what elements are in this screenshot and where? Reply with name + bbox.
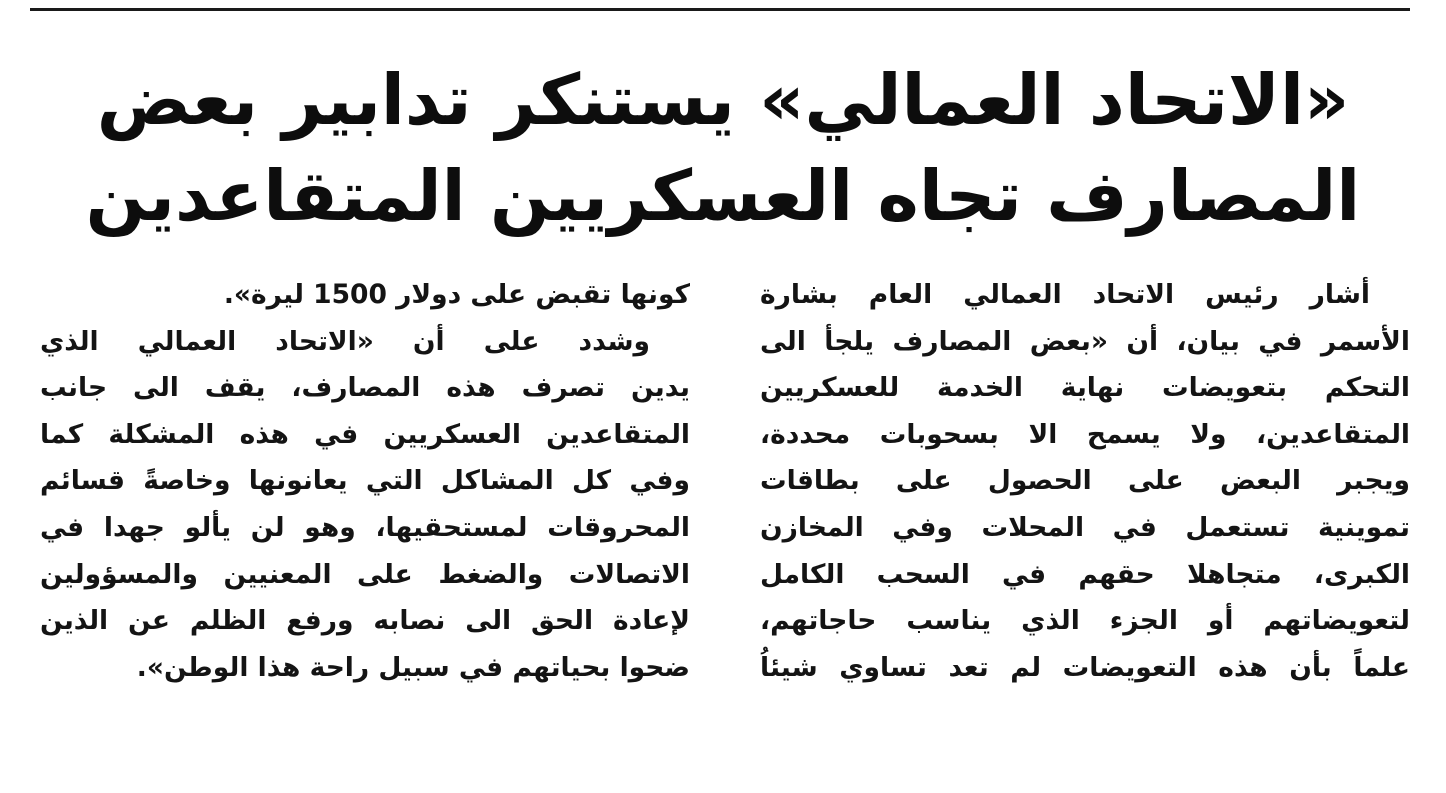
- body-line: وفي كل المشاكل التي يعانونها وخاصةً قسائم: [40, 465, 690, 497]
- body-line: ضحوا بحياتهم في سبيل راحة هذا الوطن».: [136, 651, 690, 683]
- top-rule: [30, 8, 1410, 11]
- body-line: الكبرى، متجاهلا حقهم في السحب الكامل: [760, 558, 1410, 590]
- body-line: لتعويضاتهم أو الجزء الذي يناسب حاجاتهم،: [760, 605, 1410, 637]
- body-line: وشدد على أن «الاتحاد العمالي الذي: [40, 325, 650, 357]
- column-left: [40, 272, 690, 691]
- body-line: علماً بأن هذه التعويضات لم تعد تساوي شيئاُ: [760, 651, 1410, 683]
- article-body: [40, 272, 1410, 742]
- headline-line-1: «الاتحاد العمالي» يستنكر تدابير بعض: [96, 59, 1350, 141]
- body-line: الاتصالات والضغط على المعنيين والمسؤولين: [40, 558, 690, 590]
- body-line: لإعادة الحق الى نصابه ورفع الظلم عن الذين: [40, 605, 690, 637]
- article-headline: [60, 52, 1386, 244]
- body-line: تموينية تستعمل في المحلات وفي المخازن: [760, 511, 1410, 543]
- body-line: أشار رئيس الاتحاد العمالي العام بشارة: [760, 279, 1370, 310]
- body-line: يدين تصرف هذه المصارف، يقف الى جانب: [40, 372, 690, 404]
- headline-line-2: المصارف تجاه العسكريين المتقاعدين: [85, 155, 1361, 237]
- column-right: [760, 272, 1410, 691]
- body-line: الأسمر في بيان، أن «بعض المصارف يلجأ الى: [760, 325, 1410, 357]
- body-line: كونها تقبض على دولار 1500 ليرة».: [223, 279, 690, 310]
- body-line: المحروقات لمستحقيها، وهو لن يألو جهدا في: [40, 511, 690, 543]
- body-line: المتقاعدين، ولا يسمح الا بسحوبات محددة،: [760, 418, 1410, 450]
- body-line: المتقاعدين العسكريين في هذه المشكلة كما: [40, 418, 690, 450]
- body-line: التحكم بتعويضات نهاية الخدمة للعسكريين: [760, 372, 1410, 404]
- body-line: ويجبر البعض على الحصول على بطاقات: [760, 465, 1410, 497]
